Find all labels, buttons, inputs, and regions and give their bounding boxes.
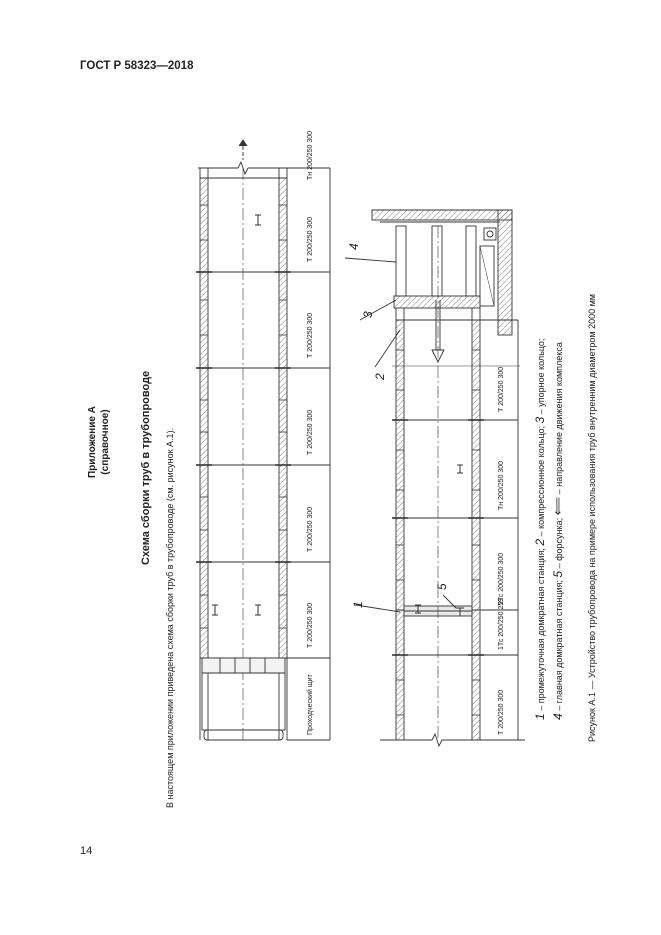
legend-num-5: 5 [551, 570, 565, 578]
legend-text-3: – упорное кольцо; [536, 338, 546, 417]
legend-text-1: – промежуточная домкратная станция; [536, 545, 546, 714]
top-segment-label: Т 200/250 300 [307, 409, 314, 455]
callout-number: 4 [347, 243, 361, 250]
direction-arrow-icon: ⟸ [550, 496, 565, 516]
legend-num-3: 3 [533, 416, 547, 424]
top-segment-label: Проходческий щит [307, 674, 314, 735]
bottom-segment-label: 2Тс 200/250 300 [498, 552, 505, 605]
bottom-segment-label: Т 200/250 300 [498, 689, 505, 735]
legend-num-4: 4 [551, 713, 565, 720]
bottom-segment-label: Т 200/250 300 [498, 366, 505, 412]
bottom-segment-label: 1Тс 200/250 259 [498, 597, 505, 650]
legend-text-5: – форсунка; [554, 515, 564, 571]
document-header: ГОСТ Р 58323—2018 [80, 60, 194, 72]
top-segment-label: Т 200/250 300 [307, 506, 314, 552]
legend-text-6: – направление движения комплекса [554, 342, 564, 497]
callout-number: 5 [435, 583, 449, 590]
page-number: 14 [80, 845, 93, 857]
appendix-subtitle: (справочное) [100, 409, 111, 475]
top-segment-label: Т 200/250 300 [307, 602, 314, 648]
legend-line-1 [533, 339, 547, 720]
figure-caption: Рисунок А.1 — Устройство трубопровода на примере использования труб внутренним диаметром 2000 мм [587, 294, 597, 742]
legend-line-2 [550, 342, 566, 720]
top-segment-label: Тн 200/250 300 [307, 130, 314, 180]
top-segment-label: Т 200/250 300 [307, 312, 314, 358]
intro-paragraph: В настоящем приложении приведена схема сборки труб в трубопроводе (см. рисунок А.1). [165, 427, 175, 808]
appendix-title: Приложение А [87, 406, 98, 478]
callout-number: 2 [373, 373, 387, 380]
scheme-title: Схема сборки труб в трубопроводе [140, 370, 152, 565]
legend-num-2: 2 [533, 538, 547, 546]
callout-number: 1 [351, 601, 365, 608]
callout-number: 3 [361, 311, 375, 318]
legend-text-2: – компрессионное кольцо; [536, 423, 546, 539]
legend-num-1: 1 [533, 713, 547, 720]
bottom-segment-label: Тн 200/250 300 [498, 460, 505, 510]
top-segment-label: Т 200/250 300 [307, 216, 314, 262]
legend-text-4: – главная домкратная станция; [554, 577, 564, 714]
